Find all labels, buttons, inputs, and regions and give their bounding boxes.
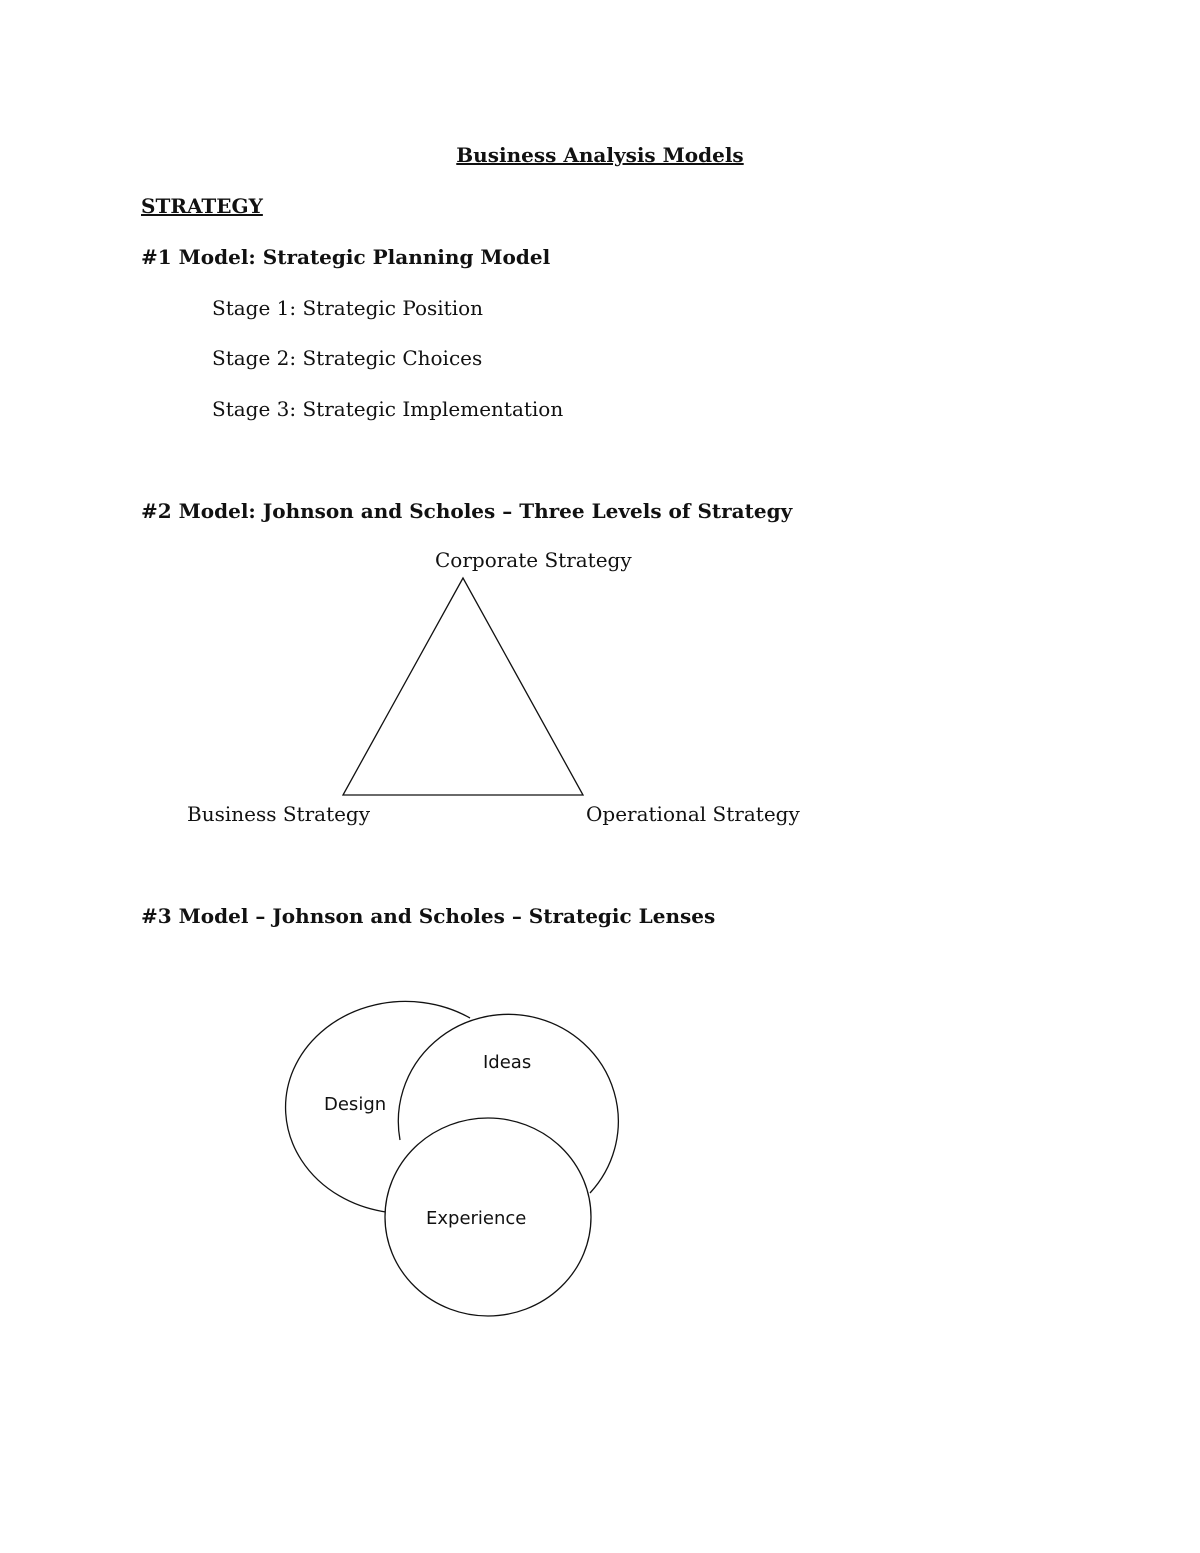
model-3-heading: #3 Model – Johnson and Scholes – Strategic Lenses <box>141 904 716 928</box>
operational-strategy-label: Operational Strategy <box>586 802 800 826</box>
stage-3-item: Stage 3: Strategic Implementation <box>212 397 564 421</box>
ideas-label: Ideas <box>483 1052 532 1073</box>
model-1-heading: #1 Model: Strategic Planning Model <box>141 245 551 269</box>
business-strategy-label: Business Strategy <box>187 802 371 826</box>
strategy-triangle <box>343 578 583 795</box>
three-levels-triangle-diagram <box>187 548 800 826</box>
stage-1-item: Stage 1: Strategic Position <box>212 296 484 320</box>
document-title: Business Analysis Models <box>456 143 744 167</box>
stage-2-item: Stage 2: Strategic Choices <box>212 346 483 370</box>
section-heading-strategy: STRATEGY <box>141 194 263 218</box>
experience-label: Experience <box>426 1208 527 1229</box>
corporate-strategy-label: Corporate Strategy <box>435 548 632 572</box>
model-2-heading: #2 Model: Johnson and Scholes – Three Levels of Strategy <box>141 499 793 523</box>
strategic-lenses-diagram <box>286 1001 619 1316</box>
design-label: Design <box>324 1094 387 1115</box>
